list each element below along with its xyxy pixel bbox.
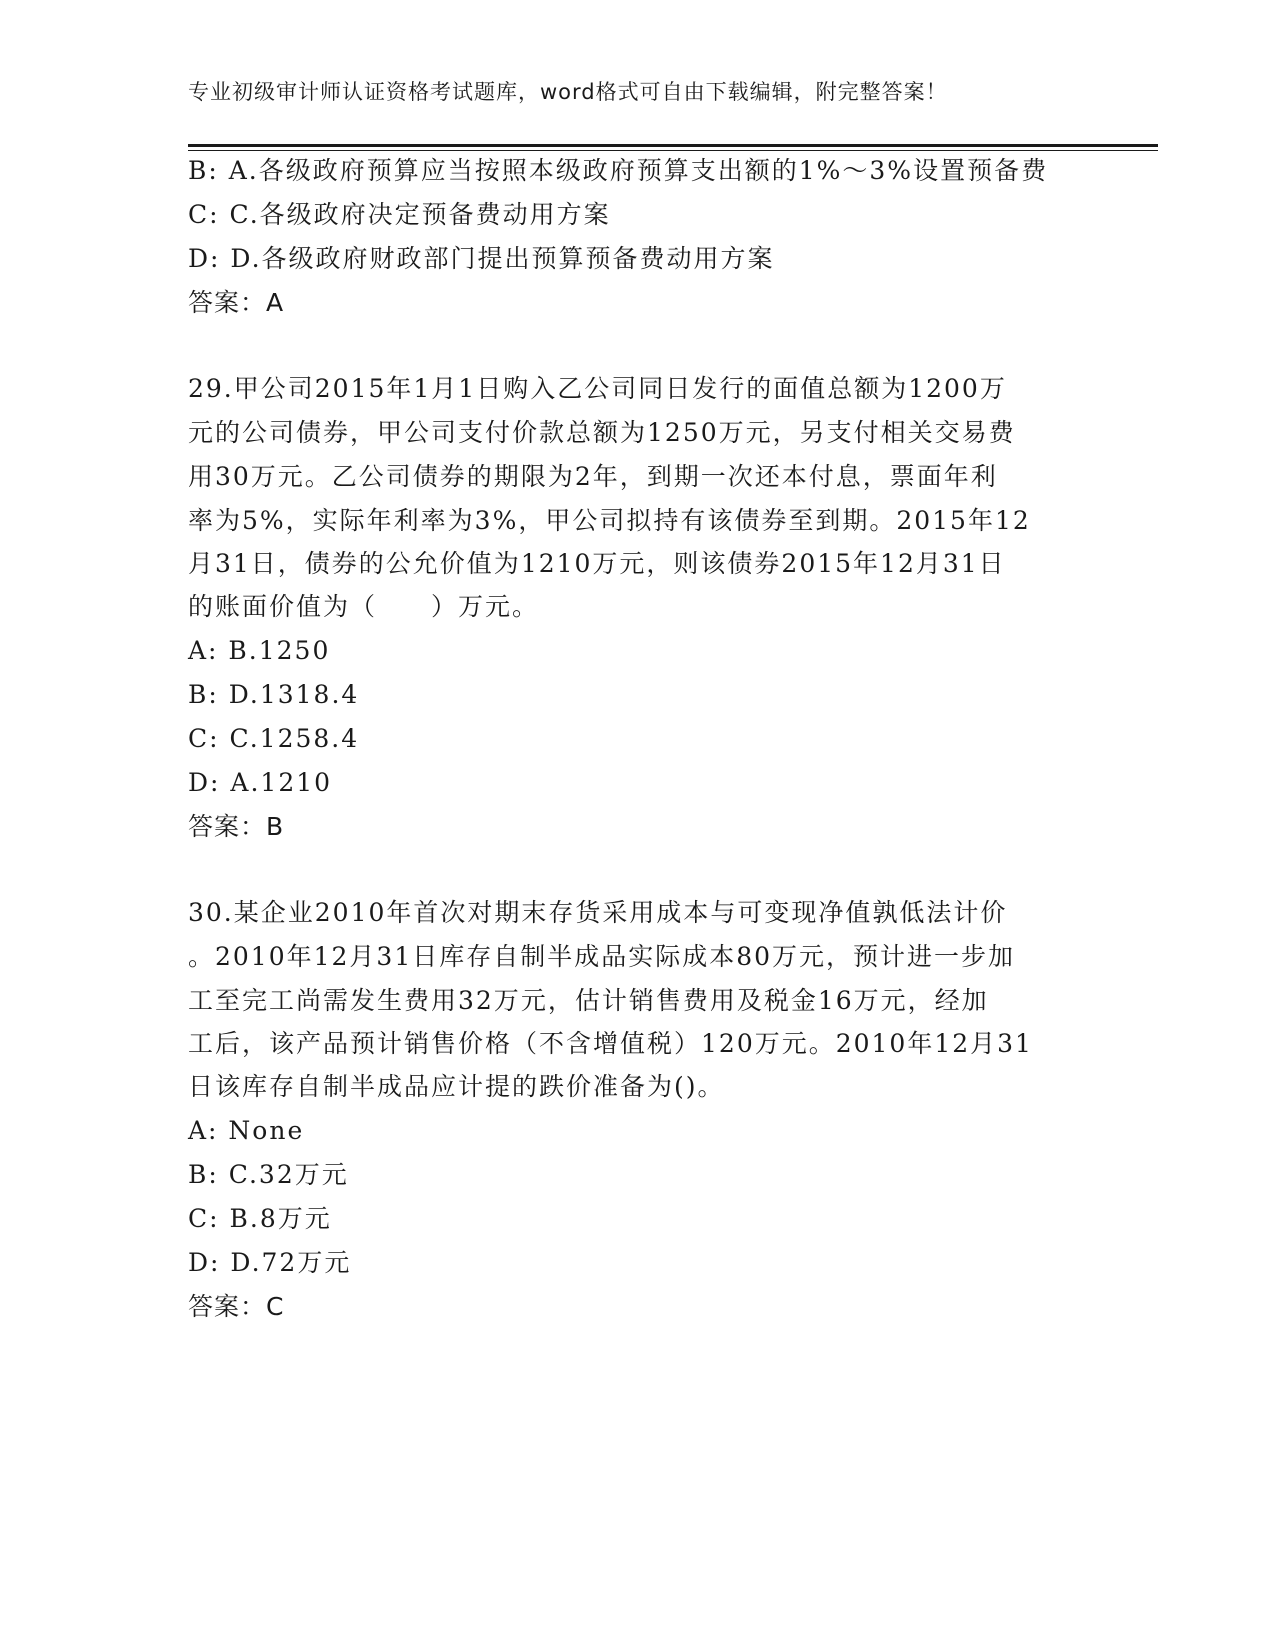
q30-option-b: B: C.32万元: [188, 1160, 349, 1189]
q29-stem-line-1: 29.甲公司2015年1月1日购入乙公司同日发行的面值总额为1200万: [188, 374, 1007, 403]
q29-option-a: A: B.1250: [188, 636, 331, 665]
q29-option-c: C: C.1258.4: [188, 724, 360, 753]
q28-option-c: C: C.各级政府决定预备费动用方案: [188, 200, 611, 229]
q30-stem-line-3: 工至完工尚需发生费用32万元，估计销售费用及税金16万元，经加: [188, 986, 989, 1015]
q28-option-d: D: D.各级政府财政部门提出预算预备费动用方案: [188, 244, 775, 273]
q29-answer: 答案：B: [188, 812, 285, 841]
page-header: 专业初级审计师认证资格考试题库，word格式可自由下载编辑，附完整答案！: [188, 80, 948, 104]
q29-stem-line-3: 用30万元。乙公司债券的期限为2年，到期一次还本付息，票面年利: [188, 462, 998, 491]
q30-option-d: D: D.72万元: [188, 1248, 352, 1277]
q29-option-b: B: D.1318.4: [188, 680, 360, 709]
q29-stem-line-6: 的账面价值为（ ）万元。: [188, 592, 540, 621]
q28-answer: 答案：A: [188, 288, 285, 317]
q30-stem-line-1: 30.某企业2010年首次对期末存货采用成本与可变现净值孰低法计价: [188, 898, 1008, 927]
q29-stem-line-5: 月31日，债券的公允价值为1210万元，则该债券2015年12月31日: [188, 549, 1006, 578]
q28-option-b: B: A.各级政府预算应当按照本级政府预算支出额的1%～3%设置预备费: [188, 156, 1049, 185]
q30-answer: 答案：C: [188, 1292, 285, 1321]
q30-option-c: C: B.8万元: [188, 1204, 332, 1233]
q30-stem-line-2: 。2010年12月31日库存自制半成品实际成本80万元，预计进一步加: [188, 942, 1016, 971]
q29-option-d: D: A.1210: [188, 768, 333, 797]
q30-option-a: A: None: [188, 1116, 305, 1145]
q30-stem-line-4: 工后，该产品预计销售价格（不含增值税）120万元。2010年12月31: [188, 1029, 1033, 1058]
q30-stem-line-5: 日该库存自制半成品应计提的跌价准备为()。: [188, 1072, 725, 1101]
q29-stem-line-4: 率为5%，实际年利率为3%，甲公司拟持有该债券至到期。2015年12: [188, 506, 1031, 535]
header-rule-thick: [188, 144, 1158, 147]
header-rule-thin: [188, 150, 1158, 151]
q29-stem-line-2: 元的公司债券，甲公司支付价款总额为1250万元，另支付相关交易费: [188, 418, 1016, 447]
